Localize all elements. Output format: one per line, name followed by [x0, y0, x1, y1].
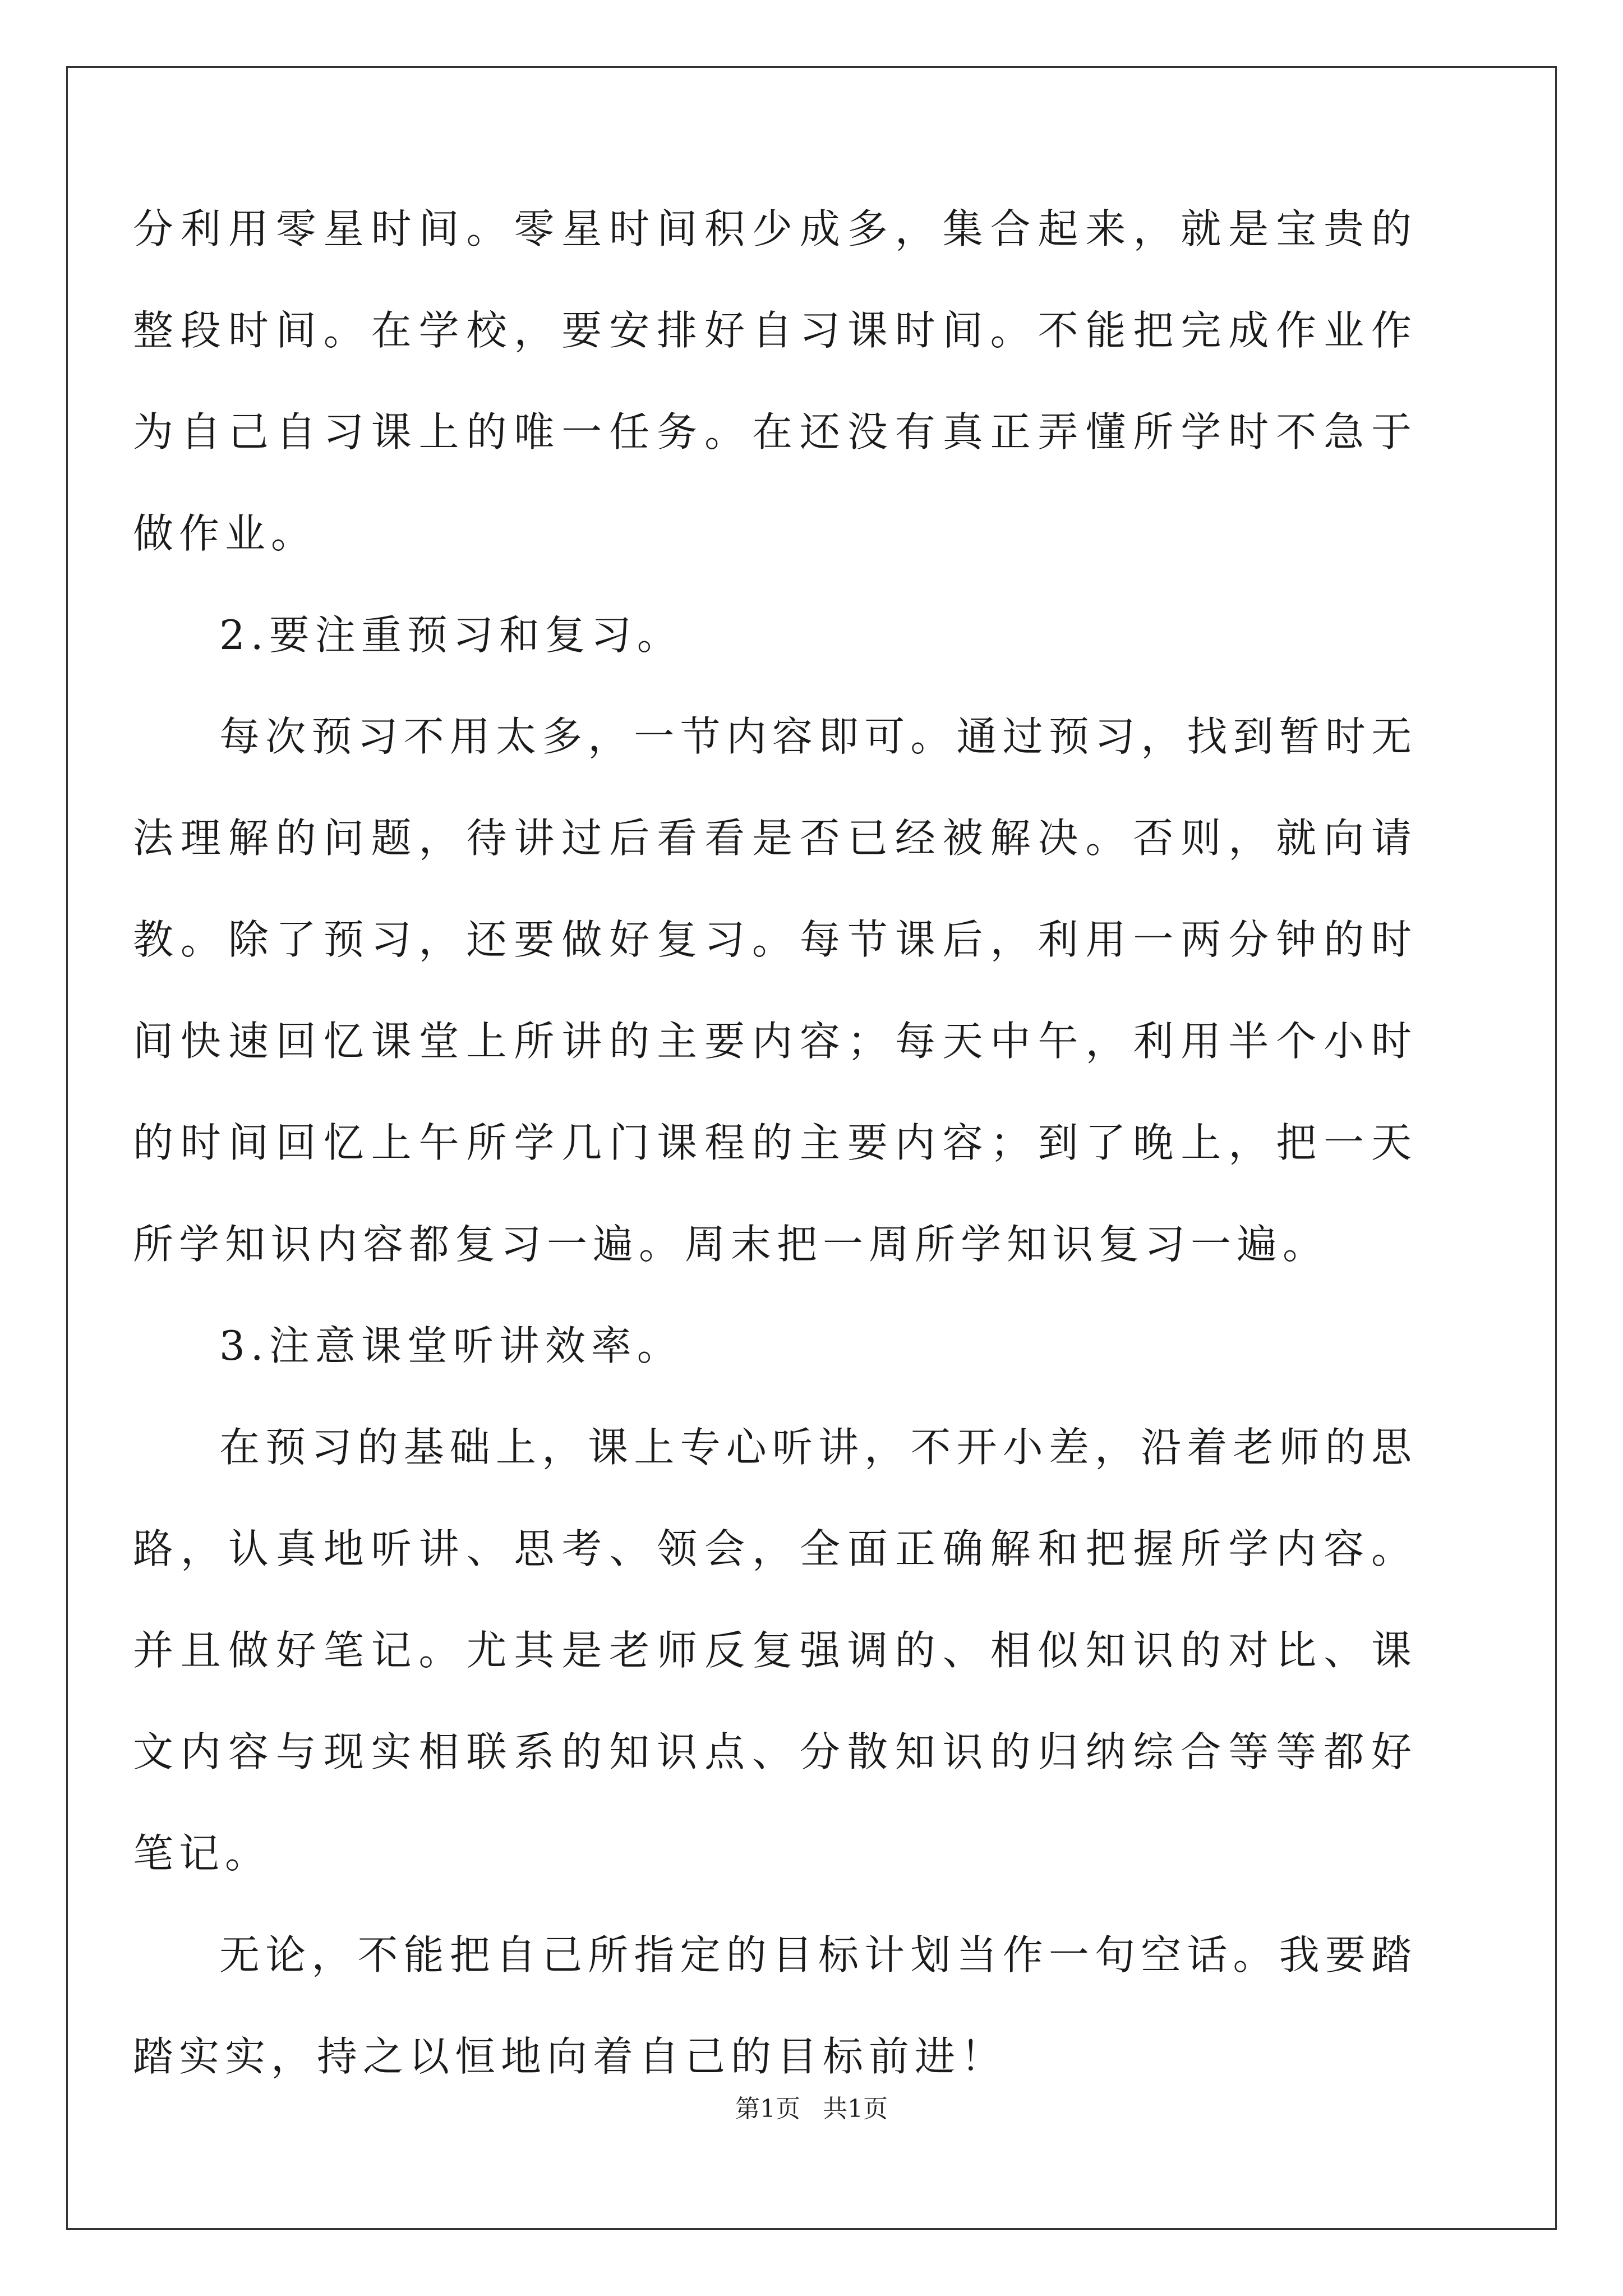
- paragraph-2: 每次预习不用太多，一节内容即可。通过预习，找到暂时无法理解的问题，待讲过后看看是否已经被解决。否则，就向请教。除了预习，还要做好复习。每节课后，利用一两分钟的时间快速回忆课堂上所讲的主要内容；每天中午，利用半个小时的时间回忆上午所学几门课程的主要内容；到了晚上，把一天所学知识内容都复习一遍。周末把一周所学知识复习一遍。: [133, 713, 1417, 1268]
- paragraph-conclusion: 无论，不能把自己所指定的目标计划当作一句空话。我要踏踏实实，持之以恒地向着自己的目标前进！: [133, 1931, 1417, 2080]
- heading-2: 2.要注重预习和复习。: [219, 611, 683, 659]
- page-number-current: 第1页: [735, 2095, 800, 2123]
- page-footer: [0, 2092, 1623, 2126]
- page-number-total: 共1页: [823, 2095, 888, 2123]
- paragraph-3: 在预习的基础上，课上专心听讲，不开小差，沿着老师的思路，认真地听讲、思考、领会，全面正确解和把握所学内容。并且做好笔记。尤其是老师反复强调的、相似知识的对比、课文内容与现实相联系的知识点、分散知识的归纳综合等等都好笔记。: [133, 1424, 1417, 1877]
- heading-3: 3.注意课堂听讲效率。: [219, 1322, 683, 1369]
- paragraph-1: 分利用零星时间。零星时间积少成多，集合起来，就是宝贵的整段时间。在学校，要安排好自习课时间。不能把完成作业作为自己自习课上的唯一任务。在还没有真正弄懂所学时不急于做作业。: [133, 205, 1417, 557]
- document-body: [133, 178, 1417, 2108]
